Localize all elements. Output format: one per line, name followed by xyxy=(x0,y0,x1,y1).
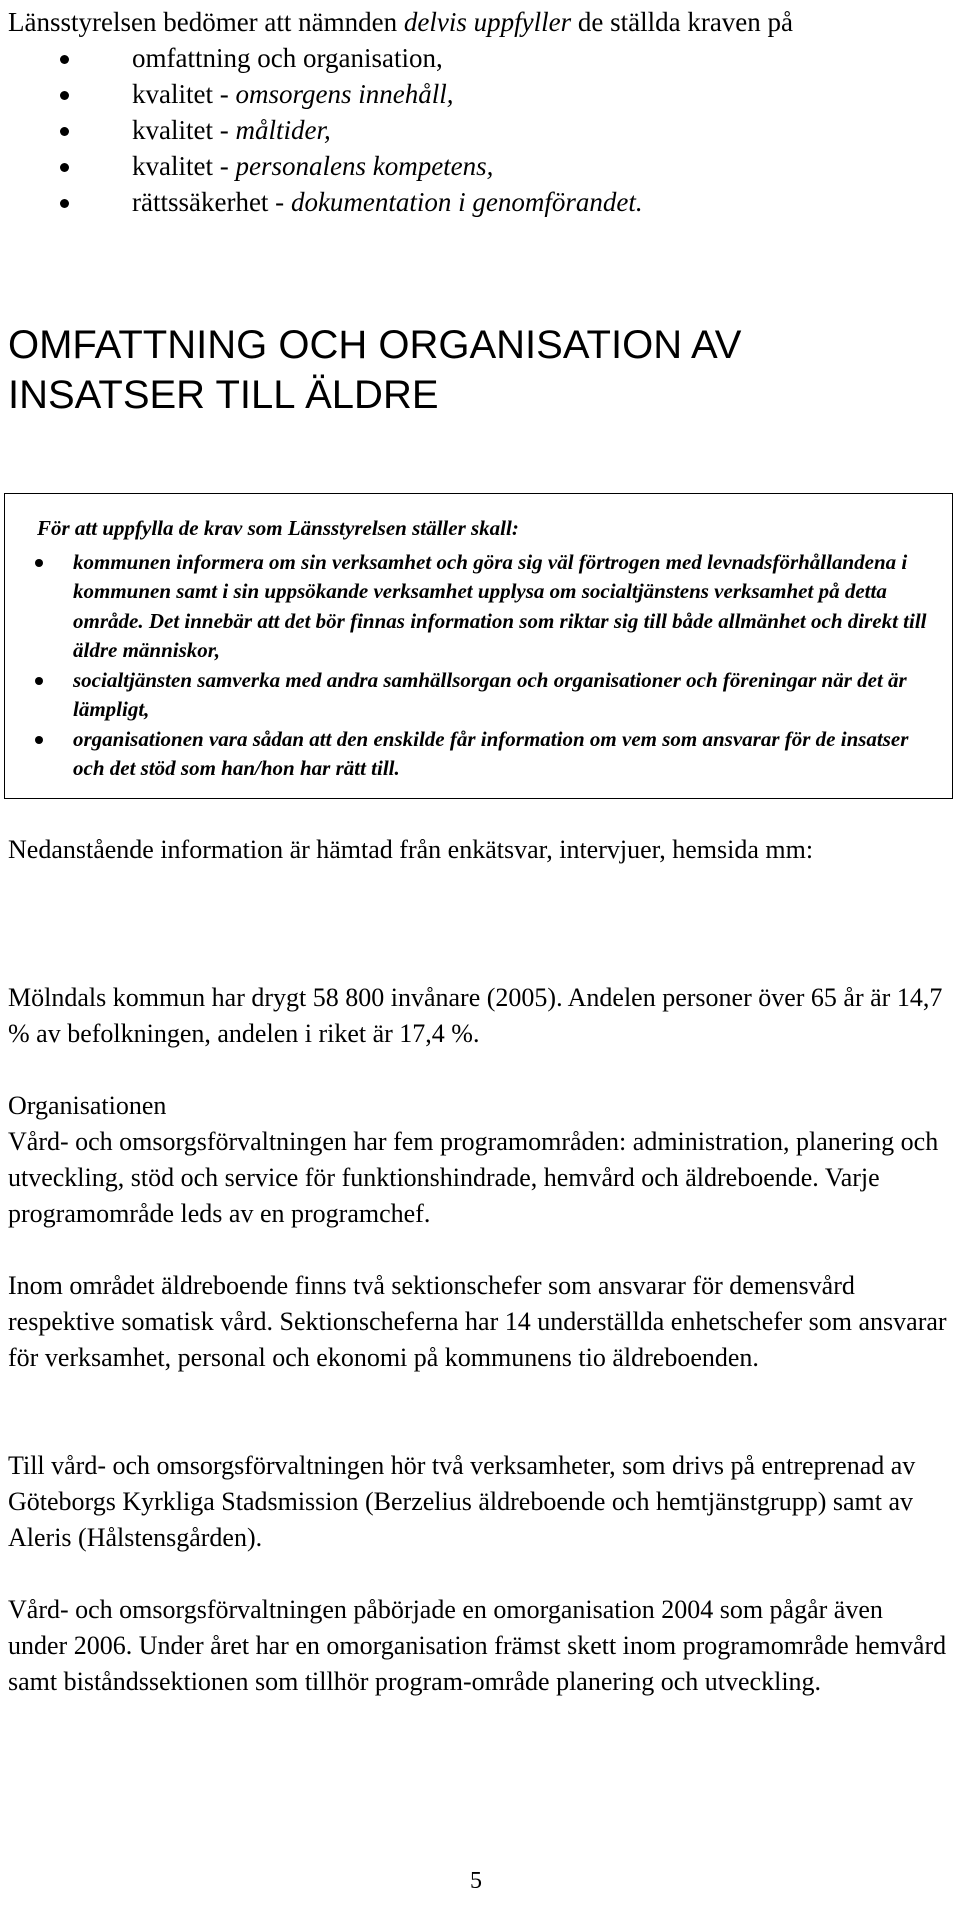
list-item: kvalitet - måltider, xyxy=(8,112,938,148)
requirements-box xyxy=(4,493,953,799)
requirements-intro: För att uppfylla de krav som Länsstyrelsen ställer skall: xyxy=(37,516,519,540)
source-note: Nedanstående information är hämtad från enkätsvar, intervjuer, hemsida mm: xyxy=(8,835,814,864)
organisation-paragraph-1: Vård- och omsorgsförvaltningen har fem programområden: administration, planering och utveckling, stöd och service för funktionshindrade, hemvård och äldreboende. Varje programområde leds av en programchef. xyxy=(8,1127,939,1228)
organisation-paragraph-3: Till vård- och omsorgsförvaltningen hör två verksamheter, som drivs på entreprenad av Göteborgs Kyrkliga Stadsmission (Berzelius äldreboende och hemtjänstgrupp) samt av Aleris (Hålstensgården). xyxy=(8,1451,916,1552)
list-item: omfattning och organisation, xyxy=(8,40,938,76)
bullet-icon xyxy=(35,559,43,567)
bullet-icon xyxy=(60,163,69,172)
assessment-list xyxy=(8,40,938,220)
bullet-icon xyxy=(60,91,69,100)
list-item: kommunen informera om sin verksamhet och göra sig väl förtrogen med levnadsförhållandena i kommunen samt i sin uppsökande verksamhet upplysa om socialtjänstens verksamhet på detta område. Det innebär att det bör finnas information som riktar sig till både allmänhet och direkt till äldre människor, xyxy=(73,548,934,666)
organisation-label: Organisationen xyxy=(8,1091,167,1120)
assessment-summary xyxy=(8,4,938,220)
organisation-paragraph-4: Vård- och omsorgsförvaltningen påbörjade en omorganisation 2004 som pågår även under 2006. Under året har en omorganisation främst skett inom programområde hemvård samt biståndssektionen som tillhör program-område planering och utveckling. xyxy=(8,1595,947,1696)
section-heading xyxy=(8,320,938,420)
bullet-icon xyxy=(35,677,43,685)
list-item: organisationen vara sådan att den enskilde får information om vem som ansvarar för de insatser och det stöd som han/hon har rätt till. xyxy=(73,725,934,784)
assessment-lead: Länsstyrelsen bedömer att nämnden delvis uppfyller de ställda kraven på xyxy=(8,7,794,37)
list-item: socialtjänsten samverka med andra samhällsorgan och organisationer och föreningar när det är lämpligt, xyxy=(73,666,934,725)
heading-line-2: INSATSER TILL ÄLDRE xyxy=(8,373,439,417)
requirements-list xyxy=(73,548,934,784)
bullet-icon xyxy=(60,127,69,136)
page-number: 5 xyxy=(470,1868,482,1894)
population-paragraph: Mölndals kommun har drygt 58 800 invånare (2005). Andelen personer över 65 år är 14,7 % av befolkningen, andelen i riket är 17,4 %. xyxy=(8,983,943,1048)
heading-line-1: OMFATTNING OCH ORGANISATION AV xyxy=(8,323,742,367)
organisation-paragraph-2: Inom området äldreboende finns två sektionschefer som ansvarar för demensvård respektive somatisk vård. Sektionscheferna har 14 underställda enhetschefer som ansvarar för verksamhet, personal och ekonomi på kommunens tio äldreboenden. xyxy=(8,1271,947,1372)
bullet-icon xyxy=(35,736,43,744)
list-item: kvalitet - omsorgens innehåll, xyxy=(8,76,938,112)
list-item: rättssäkerhet - dokumentation i genomförandet. xyxy=(8,184,938,220)
list-item: kvalitet - personalens kompetens, xyxy=(8,148,938,184)
organisation-section xyxy=(8,1088,948,1232)
bullet-icon xyxy=(60,55,69,64)
bullet-icon xyxy=(60,199,69,208)
